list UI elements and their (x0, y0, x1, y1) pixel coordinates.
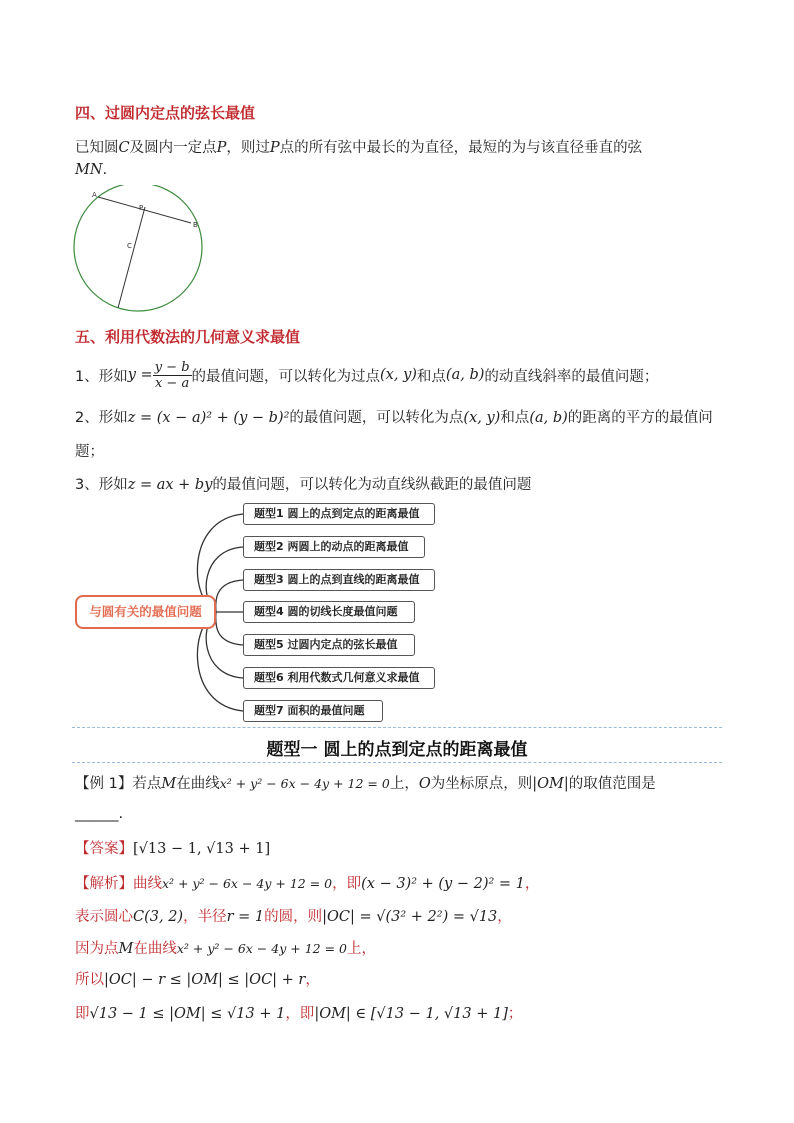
example-line1 (75, 772, 656, 793)
formula: y = (127, 367, 153, 383)
analysis-label: 【解析】 (75, 876, 133, 892)
text: ，半径 (183, 909, 227, 925)
point: (a, b) (445, 367, 485, 383)
text: 在曲线 (176, 776, 220, 792)
symbol-O: O (418, 776, 431, 792)
connector (216, 580, 243, 612)
denominator: x − a (154, 375, 190, 391)
symbol-M: M (118, 941, 134, 957)
section5-item2-cont: 题； (75, 444, 104, 460)
text: 的取值范围是 (568, 776, 656, 792)
formula: |OC| − r ≤ |OM| ≤ |OC| + r (104, 972, 306, 988)
label-A: A (92, 191, 97, 199)
text: ，则过 (226, 140, 270, 156)
text: 3、形如 (75, 477, 128, 493)
divider-bottom (72, 762, 722, 763)
mindmap-item-7: 题型7 面积的最值问题 (243, 700, 383, 722)
text: 即 (75, 1006, 90, 1022)
answer-line (75, 837, 270, 858)
symbol-M: M (161, 776, 177, 792)
symbol-C: C (118, 140, 130, 156)
section5-heading: 五、利用代数法的几何意义求最值 (75, 328, 301, 346)
text: ， (305, 972, 320, 988)
formula: z = ax + by (127, 477, 213, 493)
text: 曲线 (133, 876, 162, 892)
formula: (x − 3)² + (y − 2)² = 1 (361, 876, 525, 892)
answer-value: [√13 − 1, √13 + 1] (133, 841, 271, 857)
formula: |OM| ∈ [√13 − 1, √13 + 1] (314, 1006, 508, 1022)
label-P: P (139, 204, 144, 212)
analysis-line4 (75, 968, 320, 989)
text: 所以 (75, 972, 104, 988)
text: 的最值问题，可以转化为过点 (191, 368, 381, 385)
point: (a, b) (529, 410, 568, 426)
mindmap-item-1: 题型1 圆上的点到定点的距离最值 (243, 503, 435, 525)
text: 的最值问题，可以转化为动直线纵截距的最值问题 (212, 477, 532, 493)
connector (216, 612, 243, 645)
formula: x² + y² − 6x − 4y + 12 = 0 (162, 876, 333, 891)
text: ， (497, 909, 512, 925)
text: . (102, 162, 108, 178)
text: 和点 (500, 410, 530, 426)
text: ，即 (332, 876, 362, 892)
formula: r = 1 (226, 909, 265, 925)
text: ，即 (285, 1006, 315, 1022)
point: (x, y) (380, 367, 417, 383)
text: ； (507, 1006, 523, 1022)
mindmap-item-4: 题型4 圆的切线长度最值问题 (243, 601, 415, 623)
analysis-line2 (75, 905, 512, 926)
analysis-line3 (75, 937, 376, 958)
analysis-line5 (75, 1002, 522, 1023)
symbol-P: P (269, 140, 280, 156)
divider-top (72, 727, 722, 728)
text: 上， (346, 941, 376, 957)
text: 因为点 (75, 941, 119, 957)
text: 和点 (416, 368, 446, 385)
formula-OM: |OM| (532, 776, 569, 792)
text: 上， (389, 776, 419, 792)
text: 及圆内一定点 (129, 140, 217, 156)
section-title: 题型一 圆上的点到定点的距离最值 (266, 740, 528, 760)
text: 点的所有弦中最长的为直径，最短的为与该直径垂直的弦 (279, 140, 643, 156)
text: 的圆，则 (264, 909, 323, 925)
text: 的距离的平方的最值问 (567, 410, 713, 426)
text: 的动直线斜率的最值问题； (484, 368, 659, 385)
text: 的最值问题，可以转化为点 (289, 410, 464, 426)
text: 表示圆心 (75, 909, 133, 925)
label-C: C (127, 242, 132, 250)
formula: z = (x − a)² + (y − b)² (127, 410, 290, 426)
mindmap-item-2: 题型2 两圆上的动点的距离最值 (243, 536, 425, 558)
analysis-line1 (75, 872, 539, 893)
point: (x, y) (463, 410, 501, 426)
formula: x² + y² − 6x − 4y + 12 = 0 (219, 776, 390, 791)
answer-label: 【答案】 (75, 841, 133, 857)
text: 已知圆 (75, 140, 119, 156)
label-B: B (193, 221, 198, 229)
numerator: y − b (154, 359, 190, 375)
text: 为坐标原点，则 (430, 776, 533, 792)
formula: |OC| = √(3² + 2²) = √13 (322, 909, 498, 925)
mindmap-item-5: 题型5 过圆内定点的弦长最值 (243, 634, 415, 656)
text: 2、形如 (75, 410, 128, 426)
section4-heading: 四、过圆内定点的弦长最值 (75, 104, 256, 122)
mindmap-item-3: 题型3 圆上的点到直线的距离最值 (243, 569, 435, 591)
mindmap-item-6: 题型6 利用代数式几何意义求最值 (243, 667, 435, 689)
symbol-MN: MN (75, 162, 103, 178)
text: 1、形如 (75, 368, 128, 385)
text: ， (524, 876, 540, 892)
example-label: 【例 1】若点 (75, 776, 162, 792)
formula: √13 − 1 ≤ |OM| ≤ √13 + 1 (89, 1006, 286, 1022)
mindmap-root: 与圆有关的最值问题 (75, 595, 216, 629)
formula: C(3, 2) (133, 909, 184, 925)
formula: x² + y² − 6x − 4y + 12 = 0 (176, 941, 347, 956)
example-blank: ______. (75, 806, 124, 822)
symbol-P: P (216, 140, 227, 156)
text: 在曲线 (133, 941, 177, 957)
